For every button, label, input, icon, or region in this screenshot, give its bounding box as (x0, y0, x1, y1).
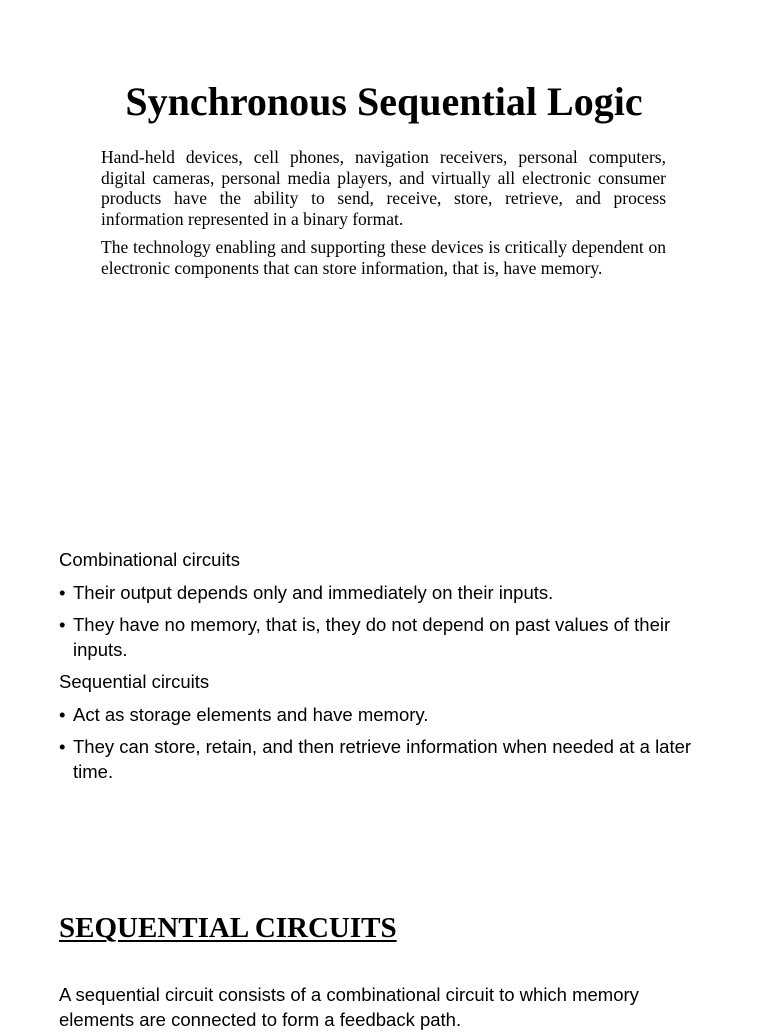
page-title: Synchronous Sequential Logic (125, 79, 643, 124)
group-heading-combinational: Combinational circuits (59, 549, 240, 570)
intro-paragraph: Hand-held devices, cell phones, navigation receivers, personal computers, digital cameras, personal media players, and virtually all electronic consumer products have the ability to send, receive, store, retrieve, and process information represented in a binary format. (101, 147, 666, 230)
bullet-item: • Their output depends only and immediately on their inputs. (59, 581, 719, 606)
bullet-item: • They have no memory, that is, they do not depend on past values of their inputs. (59, 613, 719, 662)
group-heading-sequential: Sequential circuits (59, 671, 210, 692)
circuit-types-list (59, 548, 719, 792)
bullet-item: • Act as storage elements and have memory. (59, 703, 719, 728)
intro-text (101, 147, 666, 285)
section-body-text: A sequential circuit consists of a combinational circuit to which memory elements are connected to form a feedback path. (59, 984, 639, 1030)
bullet-list-sequential (59, 703, 719, 785)
bullet-list-combinational (59, 581, 719, 663)
intro-paragraph: The technology enabling and supporting these devices is critically dependent on electronic components that can store information, that is, have memory. (101, 236, 666, 278)
bullet-item: • They can store, retain, and then retrieve information when needed at a later time. (59, 735, 719, 784)
section-heading: SEQUENTIAL CIRCUITS (59, 912, 397, 944)
